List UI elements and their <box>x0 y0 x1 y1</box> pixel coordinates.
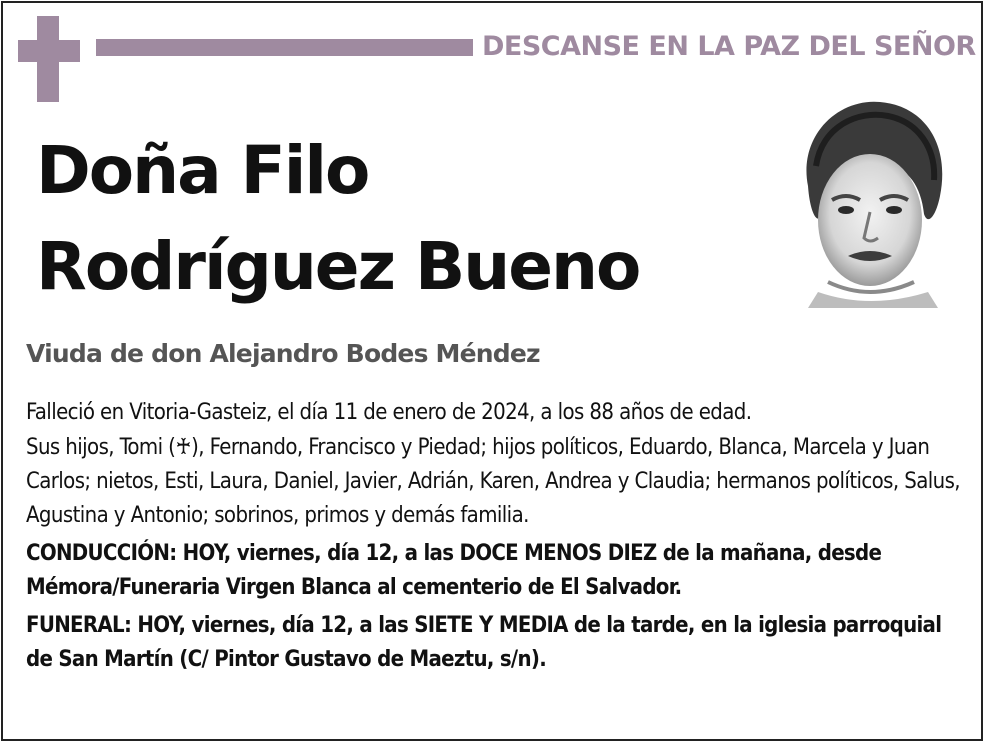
deceased-name-line1: Doña Filo <box>36 132 369 209</box>
obituary-body <box>26 396 966 681</box>
latin-cross-icon <box>18 16 80 102</box>
header-title: DESCANSE EN LA PAZ DEL SEÑOR <box>482 31 976 62</box>
deceased-cross-icon: ♰ <box>175 435 192 460</box>
widow-subtitle: Viuda de don Alejandro Bodes Méndez <box>26 339 540 368</box>
header-divider-bar <box>96 39 473 56</box>
portrait-photo <box>788 96 948 308</box>
family-text-rest: ), Fernando, Francisco y Piedad; hijos políticos, Eduardo, Blanca, Marcela y Juan Carlos; nietos, Esti, Laura, Daniel, Javier, Adrián, Karen, Andrea y Claudia; hermanos políticos, Salus, Agustina y Antonio; sobrinos, primos y demás familia. <box>26 435 960 528</box>
funeral-paragraph: FUNERAL: HOY, viernes, día 12, a las SIETE Y MEDIA de la tarde, en la iglesia parroquial de San Martín (C/ Pintor Gustavo de Maeztu, s/n). <box>26 613 942 672</box>
family-paragraph <box>26 431 966 533</box>
deceased-name-line2: Rodríguez Bueno <box>36 228 640 305</box>
conduccion-paragraph: CONDUCCIÓN: HOY, viernes, día 12, a las DOCE MENOS DIEZ de la mañana, desde Mémora/Funeraria Virgen Blanca al cementerio de El Salvador. <box>26 541 882 600</box>
death-notice-paragraph: Falleció en Vitoria-Gasteiz, el día 11 de enero de 2024, a los 88 años de edad. <box>26 400 752 425</box>
family-text-start: Sus hijos, Tomi ( <box>26 435 176 460</box>
